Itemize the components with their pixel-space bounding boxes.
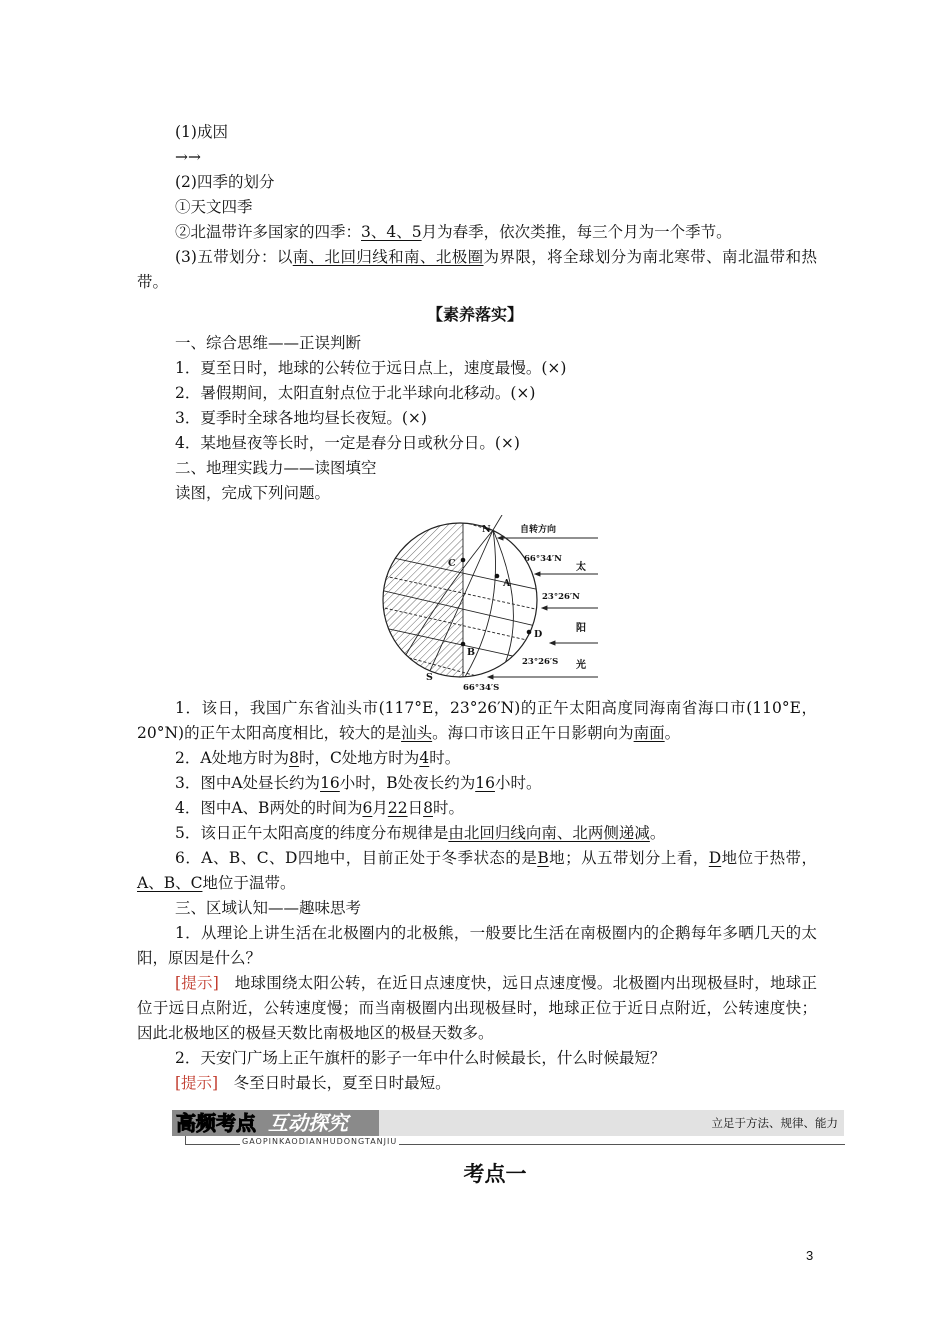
- answer-text: 16: [475, 774, 495, 792]
- text: 冬至日时最长，夏至日时最短。: [218, 1074, 451, 1092]
- text: 6．A、B、C、D四地中，目前正处于冬季状态的是: [175, 849, 538, 867]
- text: 2．暑假期间，太阳直射点位于北半球向北移动。(×): [175, 384, 536, 402]
- answer-text: 4: [419, 749, 430, 767]
- text: 。: [649, 824, 666, 842]
- text: 为界限，将全球划分为南北寒带、南北温带和热带。: [137, 248, 817, 291]
- text: 小时，B处夜长约为: [339, 774, 476, 792]
- text: (2)四季的划分: [175, 173, 275, 191]
- answer-text: 由北回归线向南、北两侧递减: [448, 824, 650, 842]
- text-block-1: [137, 120, 817, 295]
- paragraph: [137, 406, 817, 431]
- text: 地球围绕太阳公转，在近日点速度快，远日点速度慢。北极圈内出现极昼时，地球正位于远日点附近，公转速度慢；而当南极圈内出现极昼时，地球正位于近日点附近，公转速度快；因此北极地区的极昼天数比南极地区的极昼天数多。: [137, 974, 817, 1042]
- answer-text: D: [708, 849, 722, 867]
- text: (1)成因: [175, 123, 228, 141]
- label-rotation: 自转方向: [520, 525, 557, 535]
- label-lat-23n: 23°26′N: [542, 592, 580, 602]
- text: 二、地理实践力——读图填空: [175, 459, 377, 477]
- answer-text: 16: [320, 774, 340, 792]
- paragraph: [137, 846, 817, 896]
- kaodian-title: 考点一: [463, 1162, 527, 1186]
- text: 三、区域认知——趣味思考: [175, 899, 362, 917]
- hint-label: [提示]: [175, 1074, 219, 1092]
- paragraph: [137, 170, 817, 195]
- text: 。: [664, 724, 681, 742]
- banner-motto: 立足于方法、规律、能力: [711, 1116, 838, 1130]
- label-s: S: [426, 672, 433, 683]
- page-number: 3: [806, 1248, 814, 1263]
- label-sun-1: 太: [576, 562, 586, 573]
- paragraph: [137, 481, 817, 506]
- text: 4．图中A、B两处的时间为: [175, 799, 363, 817]
- paragraph: [137, 921, 817, 971]
- text: 月: [372, 799, 388, 817]
- label-lat-66n: 66°34′N: [524, 554, 562, 564]
- text: 1．从理论上讲生活在北极圈内的北极熊，一般要比生活在南极圈内的企鹅每年多晒几天的太阳，原因是什么？: [137, 924, 817, 967]
- text: 地位于热带，: [721, 849, 817, 867]
- paragraph: [137, 696, 817, 746]
- text: →→: [175, 148, 201, 166]
- label-c: C: [448, 558, 456, 569]
- paragraph: [137, 145, 817, 170]
- hint-label: [提示]: [175, 974, 219, 992]
- label-d: D: [534, 629, 543, 640]
- text: 3．图中A处昼长约为: [175, 774, 321, 792]
- paragraph: [137, 746, 817, 771]
- paragraph: [137, 356, 817, 381]
- paragraph: [137, 120, 817, 145]
- paragraph: [137, 796, 817, 821]
- text: 月为春季，依次类推，每三个月为一个季节。: [421, 223, 732, 241]
- answer-text: 8: [423, 799, 433, 817]
- label-b: B: [467, 647, 476, 658]
- text: 1．该日，我国广东省汕头市(117°E，23°26′N)的正午太阳高度同海南省海口市(110°E，20°N)的正午太阳高度相比，较大的是: [137, 699, 817, 742]
- text: 。海口市该日正午日影朝向为: [432, 724, 634, 742]
- text: 1．夏至日时，地球的公转位于远日点上，速度最慢。(×): [175, 359, 567, 377]
- answer-text: 3、4、5: [361, 223, 422, 241]
- text: 小时。: [494, 774, 542, 792]
- text: ①天文四季: [175, 198, 253, 216]
- answer-text: 汕头: [401, 724, 433, 742]
- paragraph: [137, 381, 817, 406]
- label-lat-23s: 23°26′S: [522, 657, 559, 667]
- section-heading: 【素养落实】: [426, 305, 523, 324]
- text-block-2: [137, 331, 817, 506]
- text: 时，C处地方时为: [298, 749, 420, 767]
- section-banner: [172, 1110, 844, 1136]
- text: 5．该日正午太阳高度的纬度分布规律是: [175, 824, 449, 842]
- text: 一、综合思维——正误判断: [175, 334, 362, 352]
- paragraph: [137, 431, 817, 456]
- paragraph: [137, 331, 817, 356]
- text: 日: [407, 799, 424, 817]
- banner-title-b: 互动探究: [268, 1111, 348, 1135]
- answer-text: 22: [387, 799, 408, 817]
- text-block-3: [137, 696, 817, 1096]
- label-sun-3: 光: [576, 660, 586, 671]
- paragraph: [137, 220, 817, 245]
- label-lat-66s: 66°34′S: [463, 683, 500, 693]
- answer-text: 南、北回归线和南、北极圈: [292, 248, 484, 266]
- answer-text: 6: [362, 799, 373, 817]
- text: 2．A处地方时为: [175, 749, 290, 767]
- banner-pinyin: GAOPINKAODIANHUDONGTANJIU: [242, 1137, 398, 1146]
- paragraph: [137, 195, 817, 220]
- paragraph: [137, 971, 817, 1046]
- text: 地；从五带划分上看，: [548, 849, 709, 867]
- paragraph: [137, 896, 817, 921]
- text: 地位于温带。: [202, 874, 296, 892]
- label-sun-2: 阳: [576, 623, 586, 634]
- paragraph: [137, 821, 817, 846]
- paragraph: [137, 1046, 817, 1071]
- text: 时。: [432, 799, 464, 817]
- answer-text: 8: [289, 749, 299, 767]
- banner-title-a: 高频考点: [176, 1111, 256, 1135]
- paragraph: [137, 1071, 817, 1096]
- text: 读图，完成下列问题。: [175, 484, 331, 502]
- answer-text: 南面: [633, 724, 665, 742]
- label-a: A: [503, 578, 511, 589]
- text: 2．天安门广场上正午旗杆的影子一年中什么时候最长，什么时候最短？: [175, 1049, 666, 1067]
- paragraph: [137, 771, 817, 796]
- label-n: N: [482, 524, 491, 535]
- earth-revolution-diagram: [380, 515, 600, 695]
- answer-text: B: [537, 849, 549, 867]
- text: 3．夏季时全球各地均昼长夜短。(×): [175, 409, 427, 427]
- text: 4．某地昼夜等长时，一定是春分日或秋分日。(×): [175, 434, 520, 452]
- text: 时。: [429, 749, 461, 767]
- answer-text: A、B、C: [137, 874, 203, 892]
- text: (3)五带划分：以: [175, 248, 293, 266]
- text: ②北温带许多国家的四季：: [175, 223, 362, 241]
- points: [461, 558, 532, 647]
- paragraph: [137, 245, 817, 295]
- paragraph: [137, 456, 817, 481]
